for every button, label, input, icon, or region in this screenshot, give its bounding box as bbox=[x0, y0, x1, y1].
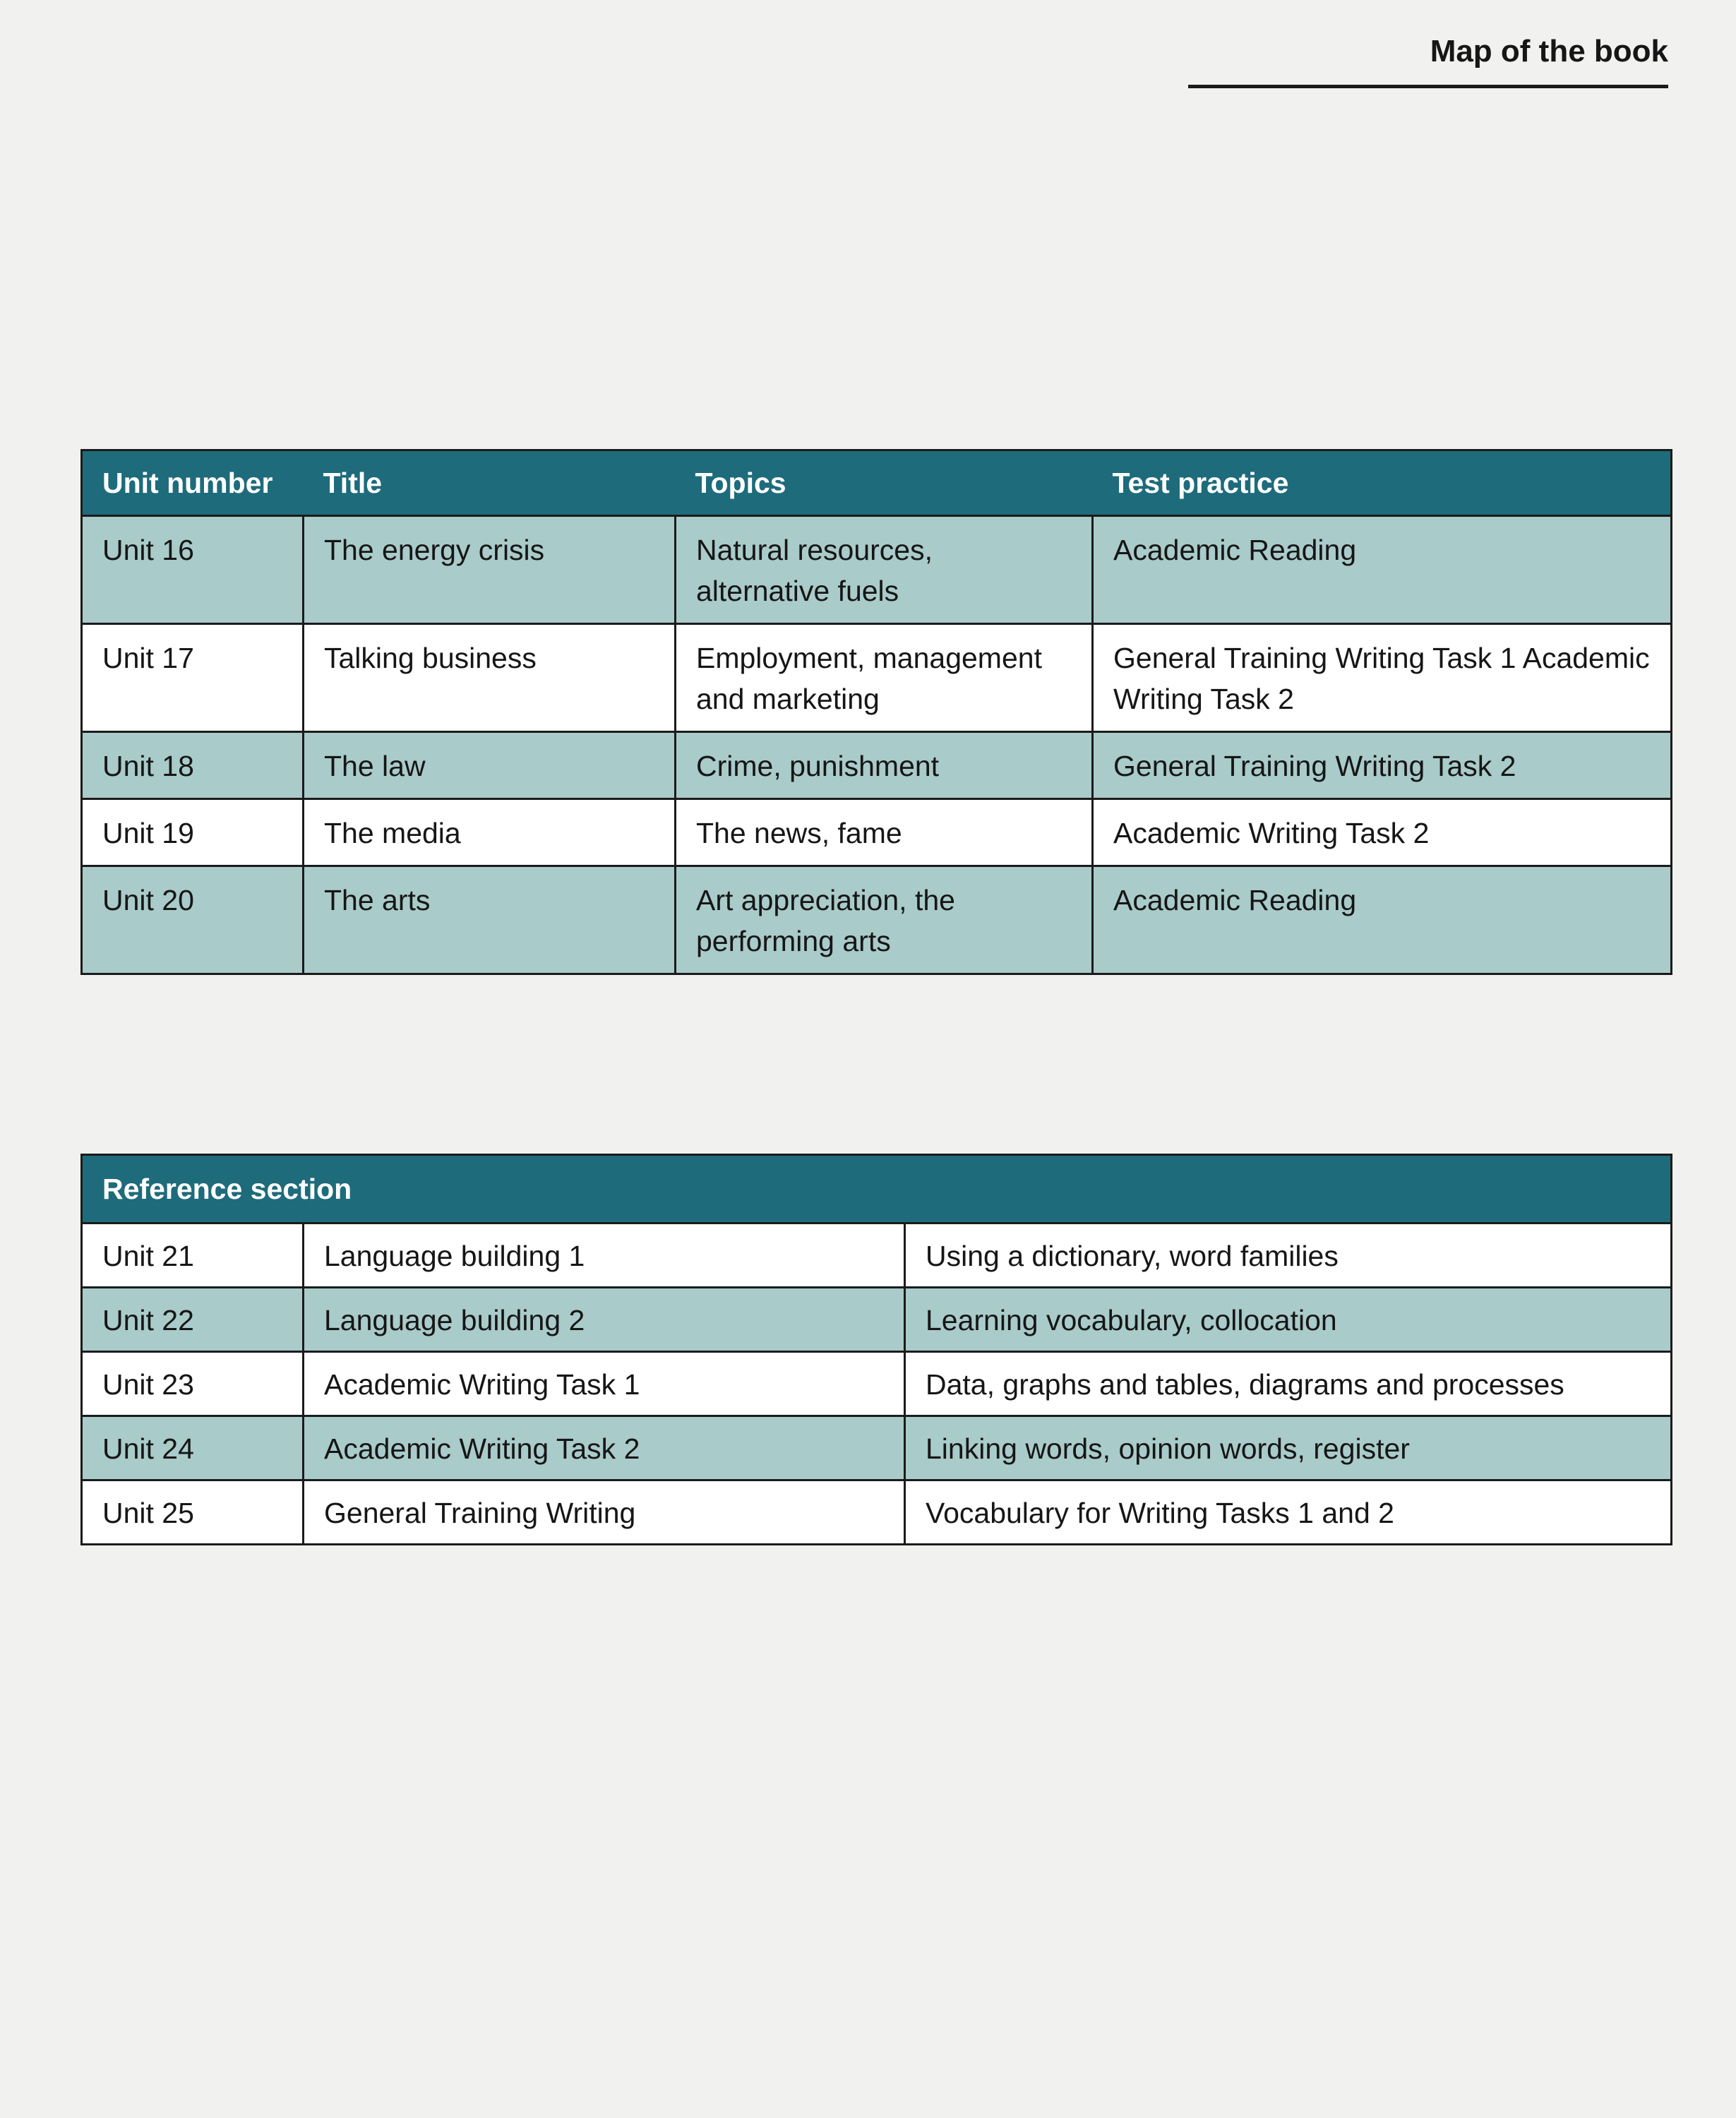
content-cell: Using a dictionary, word families bbox=[905, 1223, 1672, 1288]
test-practice-cell: Academic Reading bbox=[1093, 516, 1672, 624]
test-practice-cell: General Training Writing Task 2 bbox=[1093, 732, 1672, 799]
topics-cell: Crime, punishment bbox=[676, 732, 1093, 799]
unit-title-cell: Language building 1 bbox=[304, 1223, 905, 1288]
table-row bbox=[82, 732, 1672, 799]
table-row bbox=[82, 799, 1672, 866]
unit-number-cell: Unit 16 bbox=[82, 516, 304, 624]
table-row bbox=[82, 1352, 1672, 1416]
unit-title-cell: Academic Writing Task 2 bbox=[304, 1416, 905, 1480]
table-row bbox=[82, 1480, 1672, 1545]
column-header-title: Title bbox=[304, 450, 676, 516]
table-row bbox=[82, 1288, 1672, 1352]
unit-number-cell: Unit 25 bbox=[82, 1480, 304, 1545]
column-header-test-practice: Test practice bbox=[1093, 450, 1672, 516]
column-header-unit-number: Unit number bbox=[82, 450, 304, 516]
table-row bbox=[82, 624, 1672, 732]
unit-title-cell: Language building 2 bbox=[304, 1288, 905, 1352]
table-row bbox=[82, 866, 1672, 974]
unit-number-cell: Unit 19 bbox=[82, 799, 304, 866]
unit-number-cell: Unit 23 bbox=[82, 1352, 304, 1416]
unit-title-cell: Academic Writing Task 1 bbox=[304, 1352, 905, 1416]
unit-title-cell: Talking business bbox=[304, 624, 676, 732]
units-table bbox=[80, 449, 1672, 975]
column-header-topics: Topics bbox=[676, 450, 1093, 516]
unit-title-cell: The energy crisis bbox=[304, 516, 676, 624]
test-practice-cell: Academic Writing Task 2 bbox=[1093, 799, 1672, 866]
table-row bbox=[82, 1223, 1672, 1288]
table-row bbox=[82, 1416, 1672, 1480]
test-practice-cell: General Training Writing Task 1 Academic Writing Task 2 bbox=[1093, 624, 1672, 732]
unit-number-cell: Unit 17 bbox=[82, 624, 304, 732]
units-table-header-row bbox=[82, 450, 1672, 516]
content-cell: Learning vocabulary, collocation bbox=[905, 1288, 1672, 1352]
topics-cell: Art appreciation, the performing arts bbox=[676, 866, 1093, 974]
content-cell: Vocabulary for Writing Tasks 1 and 2 bbox=[905, 1480, 1672, 1545]
content-cell: Linking words, opinion words, register bbox=[905, 1416, 1672, 1480]
topics-cell: Natural resources, alternative fuels bbox=[676, 516, 1093, 624]
reference-section-table bbox=[80, 1154, 1672, 1545]
reference-section-heading: Reference section bbox=[82, 1155, 1672, 1223]
unit-number-cell: Unit 21 bbox=[82, 1223, 304, 1288]
table-row bbox=[82, 516, 1672, 624]
test-practice-cell: Academic Reading bbox=[1093, 866, 1672, 974]
unit-number-cell: Unit 18 bbox=[82, 732, 304, 799]
topics-cell: The news, fame bbox=[676, 799, 1093, 866]
unit-number-cell: Unit 24 bbox=[82, 1416, 304, 1480]
unit-title-cell: The arts bbox=[304, 866, 676, 974]
unit-title-cell: General Training Writing bbox=[304, 1480, 905, 1545]
unit-number-cell: Unit 20 bbox=[82, 866, 304, 974]
unit-title-cell: The media bbox=[304, 799, 676, 866]
content-cell: Data, graphs and tables, diagrams and processes bbox=[905, 1352, 1672, 1416]
unit-number-cell: Unit 22 bbox=[82, 1288, 304, 1352]
reference-table-header-row bbox=[82, 1155, 1672, 1223]
page-title: Map of the book bbox=[1188, 34, 1668, 88]
topics-cell: Employment, management and marketing bbox=[676, 624, 1093, 732]
unit-title-cell: The law bbox=[304, 732, 676, 799]
